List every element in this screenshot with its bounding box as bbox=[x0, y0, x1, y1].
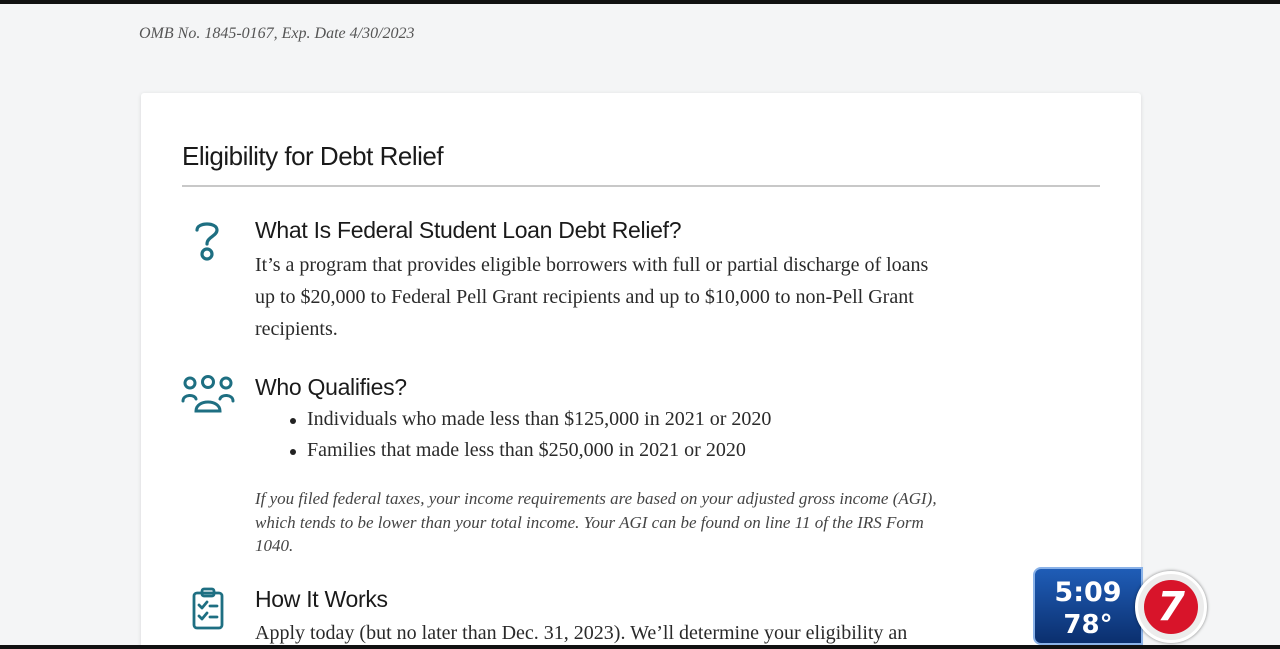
card-title: Eligibility for Debt Relief bbox=[182, 141, 444, 171]
list-item: Families that made less than $250,000 in 2021 or 2020 bbox=[255, 435, 771, 466]
top-letterbox-bar bbox=[0, 0, 1280, 4]
section-title-what-is: What Is Federal Student Loan Debt Relief? bbox=[255, 217, 682, 243]
body-line: Apply today (but no later than Dec. 31, 2023). We’ll determine your eligibility an bbox=[255, 622, 908, 644]
clipboard-checklist-icon bbox=[191, 587, 225, 635]
logo-red-disc bbox=[1144, 580, 1198, 634]
list-item: Individuals who made less than $125,000 in 2021 or 2020 bbox=[255, 404, 771, 435]
section-body-what-is bbox=[255, 249, 1115, 345]
title-divider bbox=[182, 185, 1100, 187]
note-line: which tends to be lower than your total income. Your AGI can be found on line 11 of the IRS Form bbox=[255, 512, 924, 532]
omb-number-text: OMB No. 1845-0167, Exp. Date 4/30/2023 bbox=[139, 25, 415, 42]
channel-logo bbox=[1135, 571, 1207, 643]
bottom-letterbox-bar bbox=[0, 645, 1280, 649]
question-mark-icon bbox=[189, 219, 229, 267]
clock-time: 5:09 bbox=[1054, 577, 1122, 608]
section-title-who-qualifies: Who Qualifies? bbox=[255, 374, 407, 400]
channel-number: 7 bbox=[1157, 584, 1185, 630]
people-group-icon bbox=[181, 375, 235, 419]
agi-note bbox=[255, 487, 1105, 558]
note-line: 1040. bbox=[255, 536, 294, 555]
body-line: It’s a program that provides eligible borrowers with full or partial discharge of loans bbox=[255, 254, 929, 276]
eligibility-card bbox=[141, 93, 1141, 649]
section-title-how-it-works: How It Works bbox=[255, 586, 388, 612]
note-line: If you filed federal taxes, your income requirements are based on your adjusted gross income (AGI), bbox=[255, 489, 937, 508]
tv-clock-weather-box bbox=[1033, 567, 1143, 645]
clock-temperature: 78° bbox=[1063, 610, 1113, 640]
qualification-list bbox=[255, 404, 771, 466]
body-line: recipients. bbox=[255, 318, 338, 340]
body-line: up to $20,000 to Federal Pell Grant recipients and up to $10,000 to non-Pell Grant bbox=[255, 286, 914, 308]
